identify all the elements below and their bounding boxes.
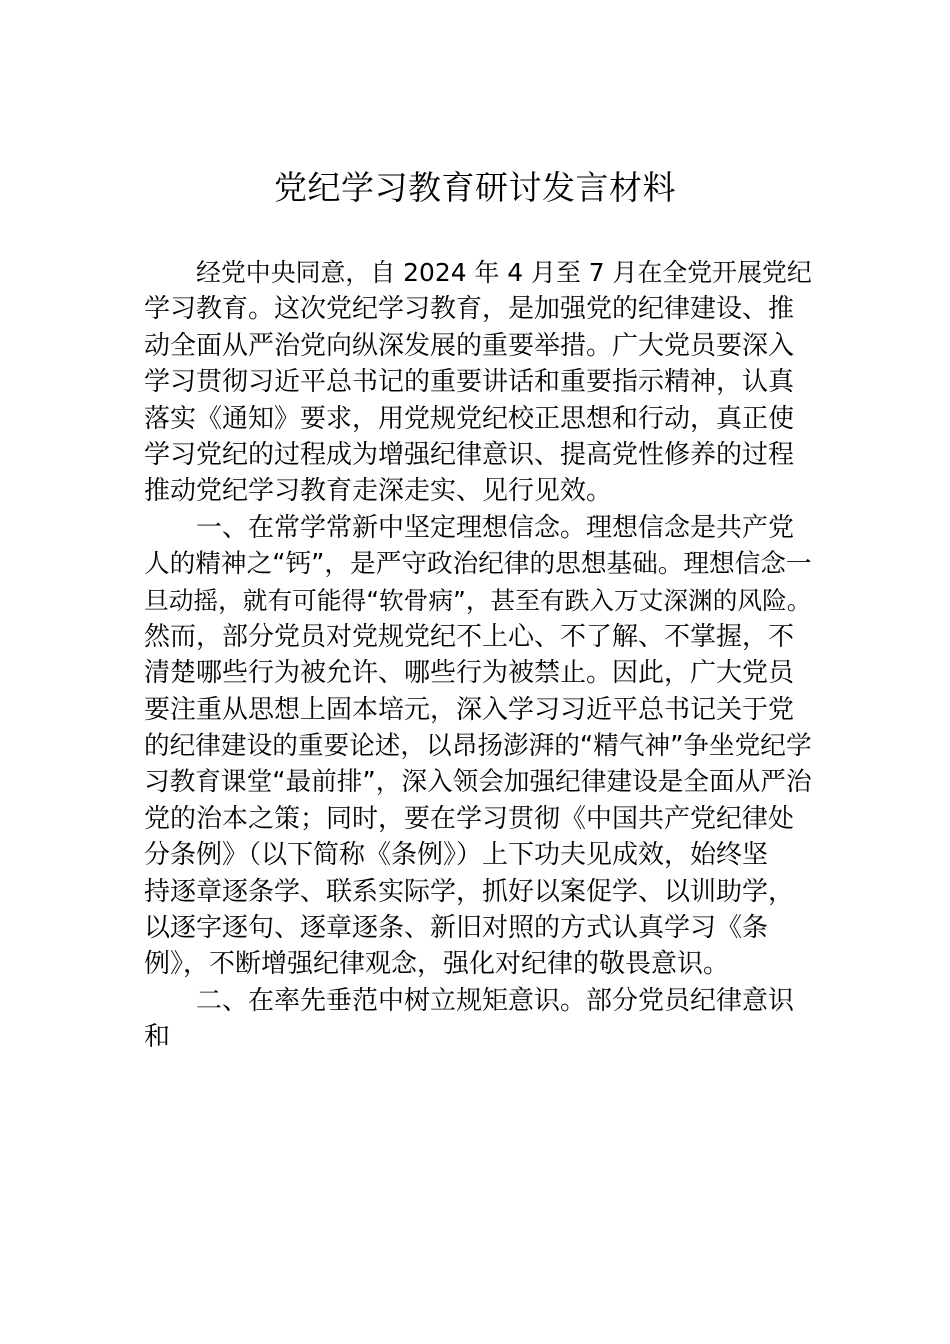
paragraph-1-line-3: 动全面从严治党向纵深发展的重要举措。广大党员要深入 [144,330,795,361]
paragraph-1-line-6: 学习党纪的过程成为增强纪律意识、提高党性修养的过程 [144,439,795,470]
paragraph-1-line-7: 推动党纪学习教育走深走实、见行见效。 [144,476,613,507]
paragraph-2-line-2: 人的精神之“钙”，是严守政治纪律的思想基础。理想信念一 [144,549,812,580]
paragraph-2-line-13: 例》，不断增强纪律观念，强化对纪律的敬畏意识。 [144,949,730,980]
paragraph-2-line-10: 分条例》（以下简称《条例》）上下功夫见成效，始终坚 [144,840,769,871]
paragraph-2-line-5: 清楚哪些行为被允许、哪些行为被禁止。因此，广大党员 [144,658,795,689]
paragraph-1-line-4: 学习贯彻习近平总书记的重要讲话和重要指示精神，认真 [144,367,795,398]
paragraph-1-line-2: 学习教育。这次党纪学习教育，是加强党的纪律建设、推 [144,294,795,325]
paragraph-2-line-11: 持逐章逐条学、联系实际学，抓好以案促学、以训助学， [144,876,795,907]
paragraph-3-line-1: 二、在率先垂范中树立规矩意识。部分党员纪律意识 [196,985,795,1016]
paragraph-2-line-7: 的纪律建设的重要论述，以昂扬澎湃的“精气神”争坐党纪学 [144,731,812,762]
paragraph-2-line-4: 然而，部分党员对党规党纪不上心、不了解、不掌握，不 [144,621,795,652]
paragraph-1-line-1: 经党中央同意，自 2024 年 4 月至 7 月在全党开展党纪 [196,258,812,287]
paragraph-2-line-3: 旦动摇，就有可能得“软骨病”，甚至有跌入万丈深渊的风险。 [144,585,812,615]
document-body [144,255,812,1056]
paragraph-2-line-1: 一、在常学常新中坚定理想信念。理想信念是共产党 [196,512,795,543]
paragraph-2-line-6: 要注重从思想上固本培元，深入学习习近平总书记关于党 [144,694,795,725]
paragraph-1-line-5: 落实《通知》要求，用党规党纪校正思想和行动，真正使 [144,403,795,434]
paragraph-3-line-2: 和 [144,1022,171,1053]
paragraph-2-line-12: 以逐字逐句、逐章逐条、新旧对照的方式认真学习《条 [144,913,769,944]
paragraph-2-line-8: 习教育课堂“最前排”，深入领会加强纪律建设是全面从严治 [144,767,812,798]
paragraph-2-line-9: 党的治本之策；同时，要在学习贯彻《中国共产党纪律处 [144,803,795,834]
document-title: 党纪学习教育研讨发言材料 [274,168,676,207]
